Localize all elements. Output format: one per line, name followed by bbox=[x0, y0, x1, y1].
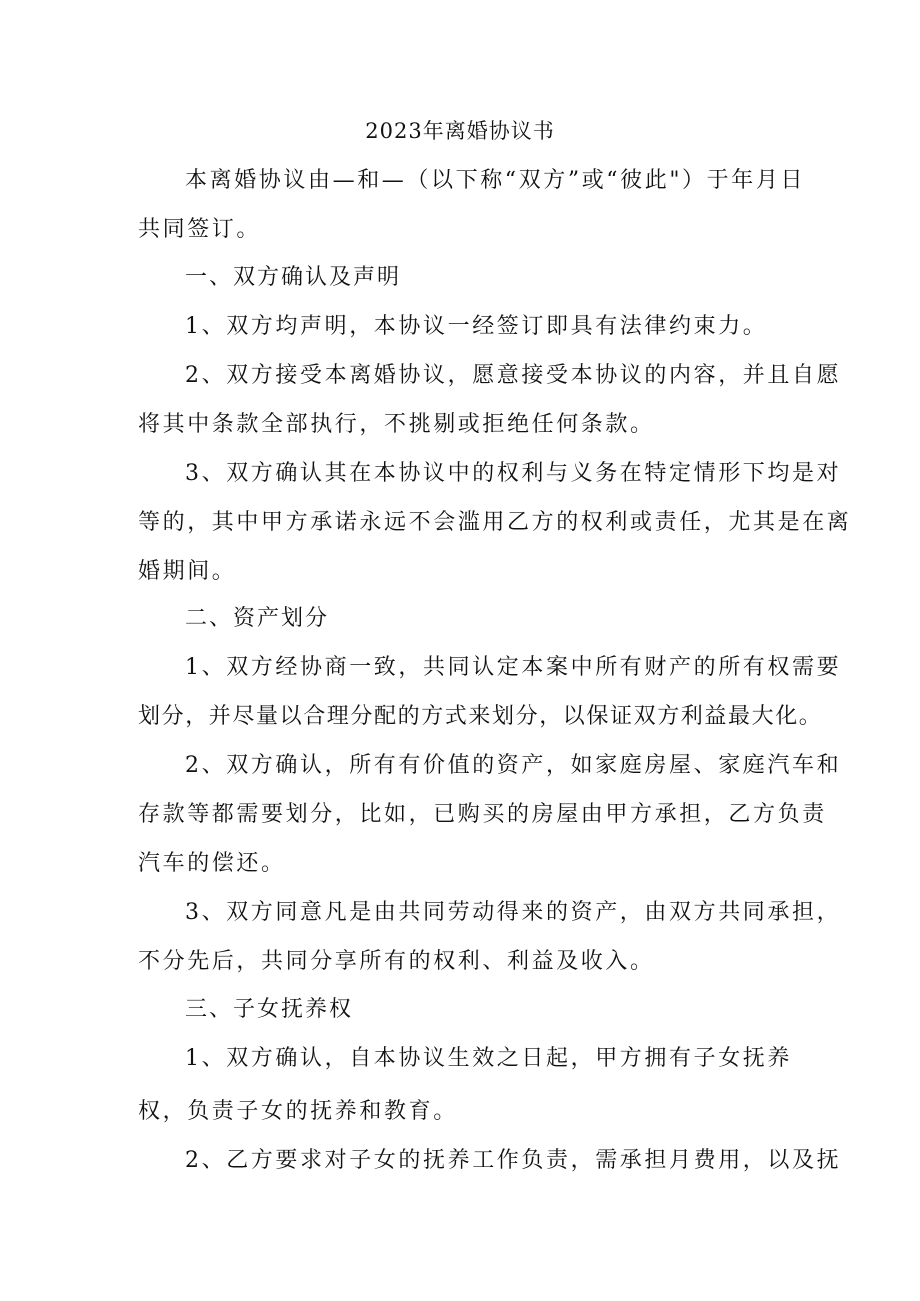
clause-3-2-line-1: 2、乙方要求对子女的抚养工作负责，需承担月费用，以及抚 bbox=[185, 1148, 842, 1173]
clause-2-2-line-1: 2、双方确认，所有有价值的资产，如家庭房屋、家庭汽车和 bbox=[185, 753, 842, 778]
clause-3-1-line-1: 1、双方确认，自本协议生效之日起，甲方拥有子女抚养 bbox=[185, 1046, 792, 1071]
clause-1-3-line-1: 3、双方确认其在本协议中的权利与义务在特定情形下均是对 bbox=[185, 461, 842, 486]
clause-1-3-line-2: 等的，其中甲方承诺永远不会滥用乙方的权利或责任，尤其是在离 bbox=[138, 510, 852, 535]
clause-1-1: 1、双方均声明，本协议一经签订即具有法律约束力。 bbox=[185, 314, 768, 339]
clause-1-2-line-2: 将其中条款全部执行，不挑剔或拒绝任何条款。 bbox=[138, 412, 655, 437]
clause-2-2-line-3: 汽车的偿还。 bbox=[138, 851, 286, 876]
section-heading-1: 一、双方确认及声明 bbox=[185, 265, 402, 290]
paragraph-intro-line-1: 本离婚协议由—和—（以下称“双方”或“彼此"）于年月日 bbox=[185, 168, 806, 193]
section-heading-3: 三、子女抚养权 bbox=[185, 997, 354, 1022]
clause-1-3-line-3: 婚期间。 bbox=[138, 559, 237, 584]
clause-3-1-line-2: 权，负责子女的抚养和教育。 bbox=[138, 1099, 458, 1124]
clause-2-2-line-2: 存款等都需要划分，比如，已购买的房屋由甲方承担，乙方负责 bbox=[138, 802, 827, 827]
clause-2-3-line-2: 不分先后，共同分享所有的权利、利益及收入。 bbox=[138, 949, 655, 974]
clause-1-2-line-1: 2、双方接受本离婚协议，愿意接受本协议的内容，并且自愿 bbox=[185, 363, 842, 388]
clause-2-1-line-2: 划分，并尽量以合理分配的方式来划分，以保证双方利益最大化。 bbox=[138, 704, 823, 729]
paragraph-intro-line-2: 共同签订。 bbox=[138, 217, 262, 242]
section-heading-2: 二、资产划分 bbox=[185, 606, 330, 631]
document-title: 2023年离婚协议书 bbox=[365, 119, 555, 143]
clause-2-3-line-1: 3、双方同意凡是由共同劳动得来的资产，由双方共同承担， bbox=[185, 900, 842, 925]
clause-2-1-line-1: 1、双方经协商一致，共同认定本案中所有财产的所有权需要 bbox=[185, 655, 842, 680]
